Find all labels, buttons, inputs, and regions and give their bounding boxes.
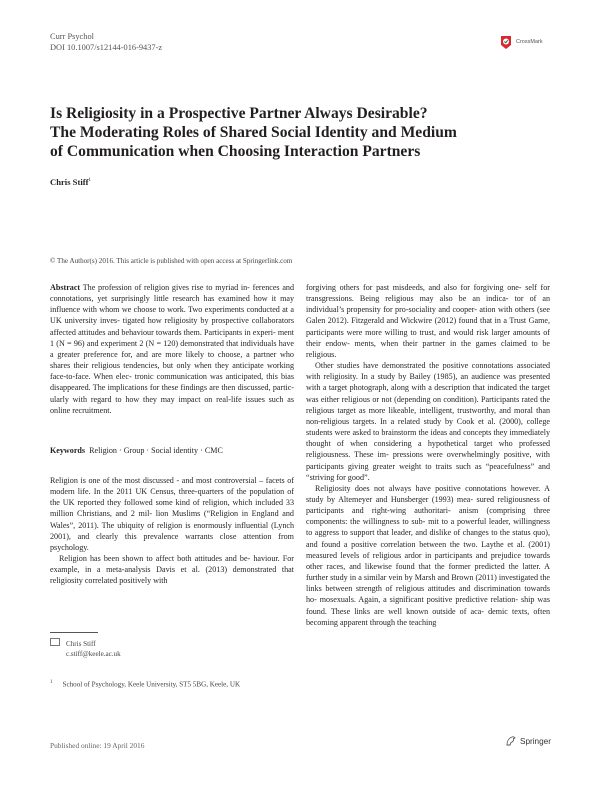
journal-name: Curr Psychol	[50, 32, 94, 41]
title-line: of Communication when Choosing Interaction Partners	[50, 143, 421, 160]
springer-wordmark: Springer	[520, 736, 551, 746]
abstract-label: Abstract	[50, 283, 81, 292]
title-line: The Moderating Roles of Shared Social Identity and Medium	[50, 124, 457, 141]
abstract-line: to choose, a partner who shares their religious tendencies, but	[50, 349, 294, 371]
intro-left-text	[50, 475, 294, 587]
springer-logo	[505, 735, 551, 747]
affiliation-marker: 1	[50, 680, 53, 685]
correspondence-email[interactable]: c.stiff@keele.ac.uk	[66, 650, 121, 658]
correspondence-block	[50, 638, 121, 659]
abstract-line: tigated how religiosity by prospective collaborators affected	[50, 316, 295, 337]
keywords-label: Keywords	[50, 446, 86, 455]
springer-horse-icon	[505, 735, 517, 747]
paragraph: Religion is one of the most discussed - and most controversial – facets of modern life. In the 2011 UK Census, three-quarters of the population of the UK reported they followed some kind of religion, which included 33 million Christians, and 2 mil- lion Muslims (“Religion in England and Wales”, 2011). The ubiquity of religion is enormously influential (Lynch 2001), and clearly this prevalence warrants close attention from psychology.	[50, 476, 295, 552]
title-line: Is Religiosity in a Prospective Partner Always Desirable?	[50, 105, 428, 122]
article-title	[50, 104, 550, 161]
crossmark-label: CrossMark	[516, 39, 543, 45]
author-affiliation-marker: 1	[88, 178, 91, 184]
abstract-block	[50, 282, 294, 416]
paragraph: forgiving others for past misdeeds, and also for forgiving one- self for transgressions. Being religious may also be an indica- tor of an individual’s propensity for pro-sociality and cooper- ation with others (see Galen 2012). Fitzgerald and Wickwire (2012) found that in a Trust Game, participants were more willing to trust, and would risk larger amounts of their endow- ments, when their partner in the games claimed to be religious.	[306, 283, 551, 359]
paragraph: Religion has been shown to affect both attitudes and be- haviour. For example, in a meta-analysis Davis et al. (2013) demonstrated that religiosity correlated positively with	[50, 554, 294, 586]
envelope-icon	[50, 638, 60, 646]
abstract-line: ularly with regard to how they may impact on real-life issues	[50, 394, 265, 404]
abstract-line: The implications for these findings are then discussed, partic-	[92, 383, 294, 393]
abstract-line: only when they anticipate working face-to-face. When elec-	[50, 361, 294, 382]
abstract-line: ment 1 (N = 96) and experiment 2 (N = 120) demonstrated that	[50, 327, 295, 348]
abstract-line: attitudes and behaviour towards them. Participants in experi-	[78, 327, 276, 337]
abstract-line: The profession of religion gives rise to myriad in-	[82, 283, 250, 292]
paragraph: Religiosity does not always have positive connotations however. A study by Altemeyer and Hunsberger (1993) mea- sured religiousness of participants and right-wing authoritari- anism (comprising three components: the willingness to sub- mit to a powerful leader, willingness to aggress to support that leader, and dislike of changes to the status quo), and found a positive correlation between the two. Laythe et al. (2001) measured levels of religious ardor in participants and prejudice towards other races, and likewise found that the former predicted the latter. A further study in a similar vein by Marsh and Brown (2011) investigated the links between strength of religious attitudes and discrimination towards ho- mosexuals. Again, a significant positive predictive relation- ship was found. These links are well known outside of aca- demic texts, often becoming apparent through the teaching	[306, 483, 551, 627]
abstract-line: ferences and connotations, yet surprisingly little research has	[50, 283, 295, 304]
abstract-line: examined how it may influence with whom we choose to	[50, 294, 295, 315]
correspondence-name: Chris Stiff	[66, 640, 96, 648]
keywords-block	[50, 446, 294, 455]
crossmark-badge[interactable]	[500, 33, 570, 51]
abstract-line: individuals have a greater preference for, and are more likely	[50, 338, 294, 359]
journal-header	[50, 31, 162, 53]
copyright-notice: © The Author(s) 2016. This article is published with open access at Springerlink.com	[50, 257, 293, 265]
published-date: Published online: 19 April 2016	[50, 741, 145, 750]
affiliation-footnote	[50, 680, 240, 688]
keywords-list: Religion · Group · Social identity · CMC	[89, 446, 223, 455]
author-line	[50, 177, 91, 187]
footnote-divider	[50, 632, 98, 633]
abstract-line: tronic communication was anticipated, this bias disappeared.	[50, 372, 294, 393]
author-name[interactable]: Chris Stiff	[50, 177, 89, 187]
abstract-line: work. Two experiments conducted at a UK university inves-	[50, 305, 294, 326]
paragraph: Other studies have demonstrated the positive connotations associated with religiosity. In a study by Bailey (1985), an audience was presented with a target photograph, along with a description that indicated the target was either religious or not (depending on condition). Participants rated the religious target as more likeable, intelligent, trustworthy, and moral than non-religious targets. In a related study by Cook et al. (2000), college students were asked to brainstorm the ideas and concepts they immediately thought of when considering a hypothetical target who professed religiousness. These im- pressions were overwhelmingly positive, with participants giving greater weight to traits such as “peacefulness” and “striving for good”.	[306, 361, 551, 482]
affiliation-text: School of Psychology, Keele University, ST5 5BG, Keele, UK	[62, 680, 241, 689]
doi[interactable]: DOI 10.1007/s12144-016-9437-z	[50, 43, 163, 52]
abstract-line: such as online recruitment.	[50, 394, 294, 415]
intro-right-text	[306, 282, 550, 628]
crossmark-icon	[500, 35, 512, 50]
